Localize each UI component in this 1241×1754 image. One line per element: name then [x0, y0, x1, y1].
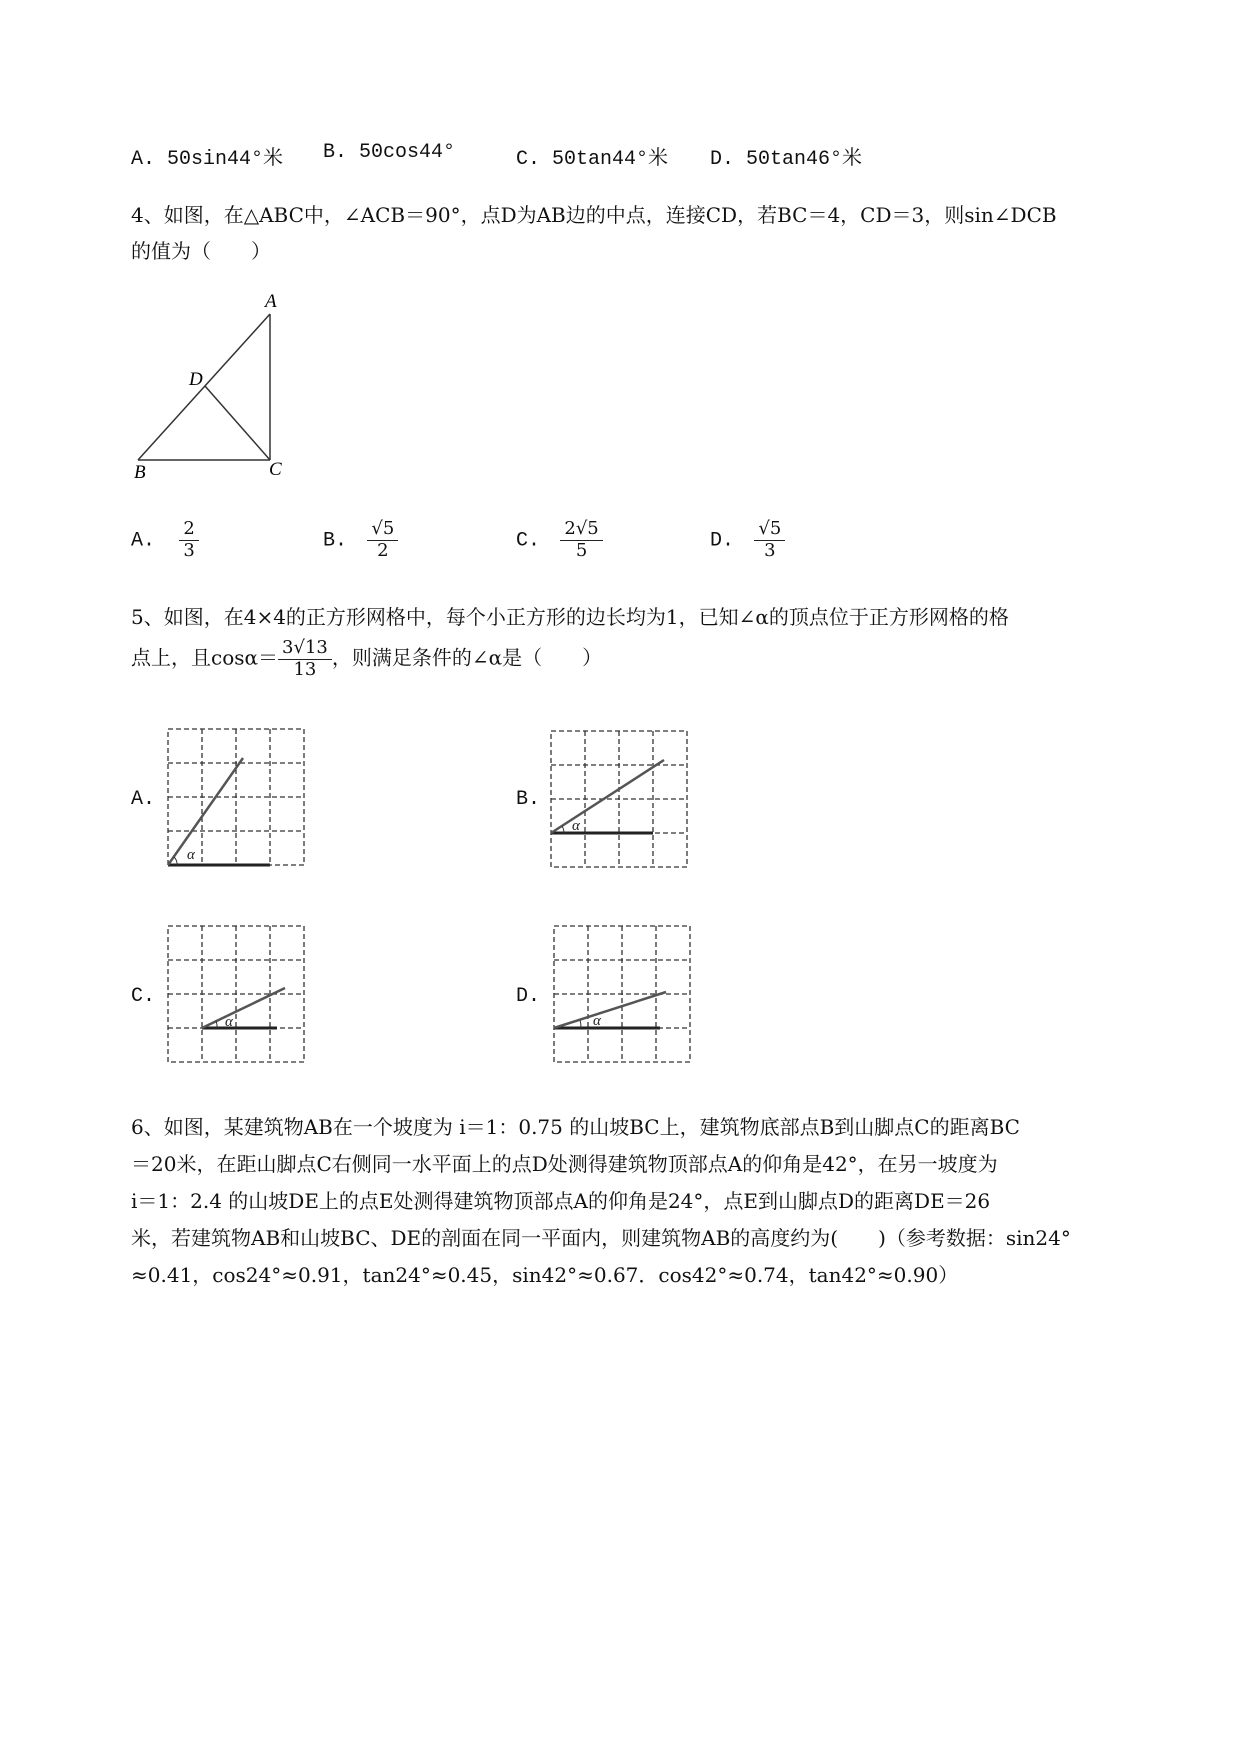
- q5-grid-c[interactable]: [167, 925, 307, 1065]
- q4-stem-line1: 4、如图，在△ABC中，∠ACB＝90°，点D为AB边的中点，连接CD，若BC＝4，CD＝3，则sin∠DCB: [131, 203, 1057, 227]
- q5-stem-line2: 点上，且cosα＝ $\frac{3√13}{13}$ ，则满足条件的∠α是（ ）: [131, 637, 603, 680]
- q5-stem-line1: 5、如图，在4×4的正方形网格中，每个小正方形的边长均为1，已知∠α的顶点位于正方形网格的格: [131, 605, 1009, 629]
- angle-ray-slant: [554, 992, 666, 1028]
- q5-option-d-label[interactable]: D.: [516, 985, 541, 1008]
- q5-option-b-label[interactable]: B.: [516, 788, 541, 811]
- q4-option-b[interactable]: B. $\frac{√5}{2}$: [323, 519, 398, 561]
- vertex-a-label: A: [265, 291, 277, 312]
- q4-stem-line2: 的值为（ ）: [131, 239, 271, 263]
- alpha-symbol: α: [593, 1013, 601, 1029]
- alpha-symbol: α: [225, 1014, 233, 1030]
- segment-cd: [205, 386, 270, 460]
- vertex-d-label: D: [189, 369, 203, 390]
- q6-stem-line4: 米，若建筑物AB和山坡BC、DE的剖面在同一平面内，则建筑物AB的高度约为( )（参考数据：sin24°: [131, 1226, 1071, 1250]
- q5-grid-d[interactable]: [553, 925, 693, 1065]
- vertex-b-label: B: [134, 462, 146, 483]
- q6-stem-line2: ＝20米，在距山脚点C右侧同一水平面上的点D处测得建筑物顶部点A的仰角是42°，在另一坡度为: [131, 1152, 998, 1176]
- q4-triangle-figure: [125, 285, 295, 485]
- q5-option-c-label[interactable]: C.: [131, 985, 156, 1008]
- q6-stem-line1: 6、如图，某建筑物AB在一个坡度为 i＝1：0.75 的山坡BC上，建筑物底部点B到山脚点C的距离BC: [131, 1115, 1020, 1139]
- q6-stem-line3: i＝1：2.4 的山坡DE上的点E处测得建筑物顶部点A的仰角是24°，点E到山脚点D的距离DE＝26: [131, 1189, 991, 1213]
- q3-option-d[interactable]: D. 50tan46°米: [710, 148, 863, 171]
- q3-option-c[interactable]: C. 50tan44°米: [516, 148, 669, 171]
- q5-option-a-label[interactable]: A.: [131, 788, 156, 811]
- vertex-c-label: C: [269, 459, 282, 480]
- q3-option-b[interactable]: B. 50cos44°: [323, 141, 456, 164]
- q6-stem-line5: ≈0.41，cos24°≈0.91，tan24°≈0.45，sin42°≈0.67．cos42°≈0.74，tan42°≈0.90）: [131, 1263, 959, 1287]
- q4-option-c[interactable]: C. $\frac{2√5}{5}$: [516, 519, 603, 561]
- alpha-symbol: α: [187, 847, 195, 863]
- q4-option-d[interactable]: D. $\frac{√5}{3}$: [710, 519, 785, 561]
- q4-option-a[interactable]: A. $\frac{2}{3}$: [131, 519, 199, 561]
- angle-ray-slant: [551, 760, 664, 833]
- cos-alpha-fraction: $\frac{3√13}{13}$: [278, 638, 332, 680]
- q5-grid-b[interactable]: [550, 730, 690, 870]
- alpha-symbol: α: [572, 818, 580, 834]
- q3-option-a[interactable]: A. 50sin44°米: [131, 148, 284, 171]
- q5-grid-a[interactable]: [167, 728, 307, 868]
- angle-ray-slant: [168, 758, 243, 865]
